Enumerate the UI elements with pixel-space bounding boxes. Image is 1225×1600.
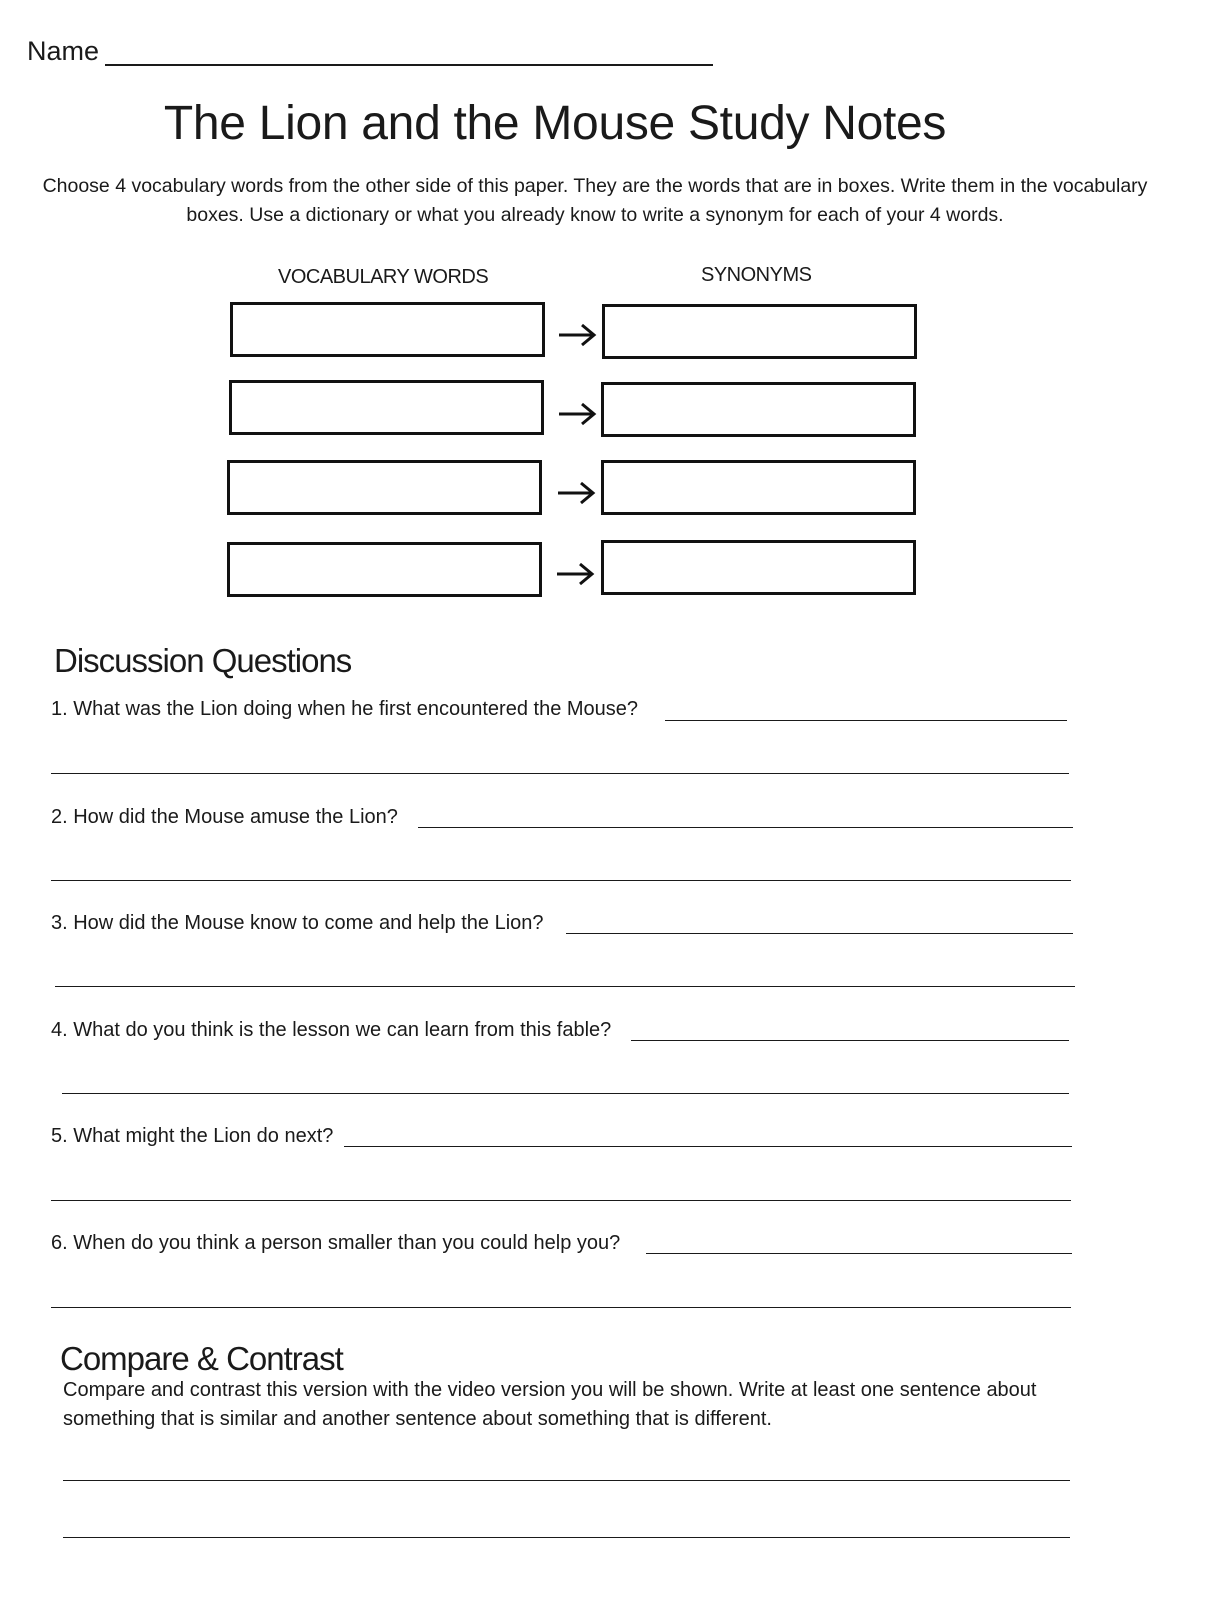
vocabulary-box-4[interactable] <box>227 542 542 597</box>
page-title: The Lion and the Mouse Study Notes <box>163 97 947 150</box>
question-3: 3. How did the Mouse know to come and help the Lion? <box>51 912 544 934</box>
answer-line[interactable] <box>344 1146 1072 1147</box>
answer-line[interactable] <box>566 933 1073 934</box>
right-arrow-icon <box>554 562 598 586</box>
question-1: 1. What was the Lion doing when he first encountered the Mouse? <box>51 698 639 720</box>
question-2: 2. How did the Mouse amuse the Lion? <box>51 806 398 828</box>
compare-contrast-instructions: Compare and contrast this version with the video version you will be shown. Write at least one sentence about something that is similar and another sentence about something that is different. <box>63 1379 1037 1430</box>
synonyms-header: SYNONYMS <box>701 264 812 286</box>
synonym-box-1[interactable] <box>602 304 917 359</box>
vocabulary-box-1[interactable] <box>230 302 545 357</box>
right-arrow-icon <box>556 402 600 426</box>
synonym-box-4[interactable] <box>601 540 916 595</box>
answer-line[interactable] <box>63 1537 1070 1538</box>
compare-contrast-heading: Compare & Contrast <box>60 1340 343 1377</box>
answer-line[interactable] <box>646 1253 1072 1254</box>
answer-line[interactable] <box>51 773 1069 774</box>
answer-line[interactable] <box>51 880 1071 881</box>
answer-line[interactable] <box>55 986 1075 987</box>
name-input-line[interactable] <box>105 64 713 66</box>
synonym-box-2[interactable] <box>601 382 916 437</box>
answer-line[interactable] <box>62 1093 1069 1094</box>
answer-line[interactable] <box>51 1200 1071 1201</box>
name-label: Name <box>27 36 100 66</box>
question-6: 6. When do you think a person smaller than you could help you? <box>51 1232 621 1254</box>
discussion-questions-heading: Discussion Questions <box>54 642 352 679</box>
answer-line[interactable] <box>51 1307 1071 1308</box>
question-4: 4. What do you think is the lesson we can learn from this fable? <box>51 1019 612 1041</box>
right-arrow-icon <box>556 323 600 347</box>
vocabulary-box-3[interactable] <box>227 460 542 515</box>
question-5: 5. What might the Lion do next? <box>51 1125 334 1147</box>
instructions-text: Choose 4 vocabulary words from the other side of this paper. They are the words that are in boxes. Write them in the vocabulary boxes. Use a dictionary or what you already know to write a synonym for each of your 4 words. <box>42 175 1148 226</box>
answer-line[interactable] <box>63 1480 1070 1481</box>
answer-line[interactable] <box>418 827 1073 828</box>
right-arrow-icon <box>555 481 599 505</box>
answer-line[interactable] <box>665 720 1067 721</box>
vocabulary-box-2[interactable] <box>229 380 544 435</box>
vocabulary-words-header: VOCABULARY WORDS <box>278 266 489 288</box>
answer-line[interactable] <box>631 1040 1069 1041</box>
synonym-box-3[interactable] <box>601 460 916 515</box>
